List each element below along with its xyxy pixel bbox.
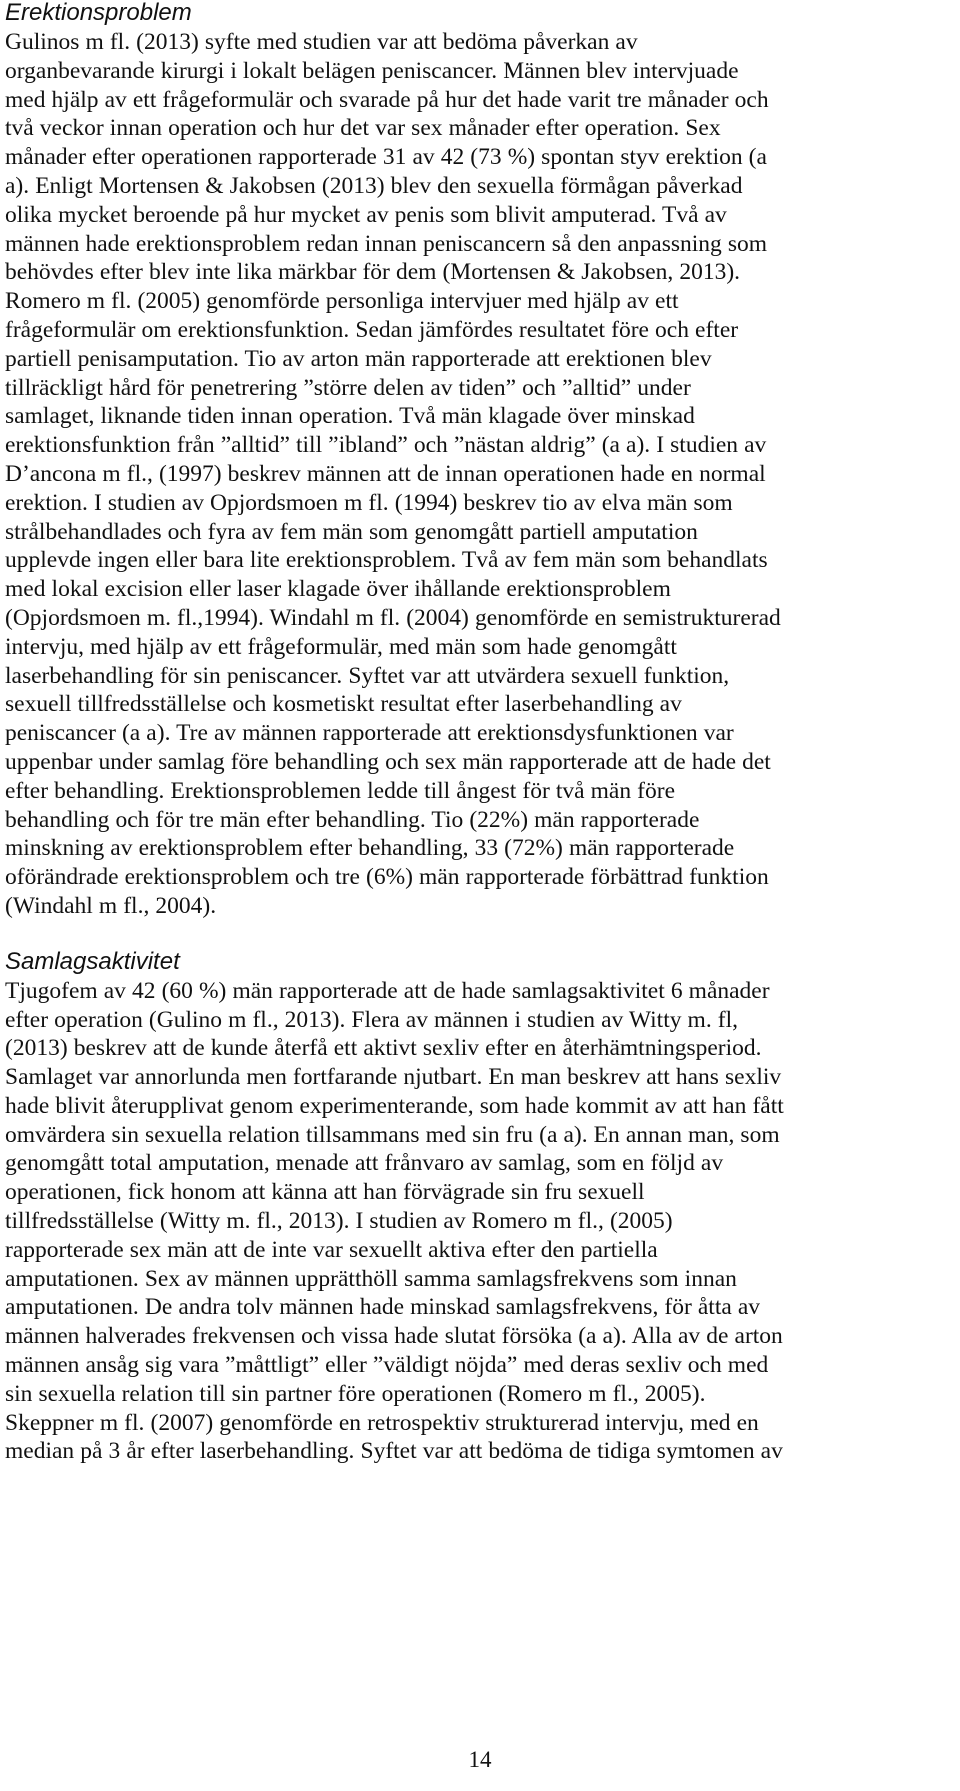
section-body-erektionsproblem: Gulinos m fl. (2013) syfte med studien var att bedöma påverkan av organbevarande kirurgi i lokalt belägen peniscancer. Männen blev intervjuade med hjälp av ett frågeformulär och svarade på hur det hade varit tre månader och två veckor innan operation och hur det var sex månader efter operation. Sex månader efter operationen rapporterade 31 av 42 (73 %) spontan styv erektion (a a). Enligt Mortensen & Jakobsen (2013) blev den sexuella förmågan påverkad olika mycket beroende på hur mycket av penis som blivit amputerad. Två av männen hade erektionsproblem redan innan peniscancern så den anpassning som behövdes efter blev inte lika märkbar för dem (Mortensen & Jakobsen, 2013). Romero m fl. (2005) genomförde personliga intervjuer med hjälp av ett frågeformulär om erektionsfunktion. Sedan jämfördes resultatet före och efter partiell penisamputation. Tio av arton män rapporterade att erektionen blev tillräckligt hård för penetrering ”större delen av tiden” och ”alltid” under samlaget, liknande tiden innan operation. Två män klagade över minskad erektionsfunktion från ”alltid” till ”ibland” och ”nästan aldrig” (a a). I studien av D’ancona m fl., (1997) beskrev männen att de innan operationen hade en normal erektion. I studien av Opjordsmoen m fl. (1994) beskrev tio av elva män som strålbehandlades och fyra av fem män som genomgått partiell amputation upplevde ingen eller bara lite erektionsproblem. Två av fem män som behandlats med lokal excision eller laser klagade över ihållande erektionsproblem (Opjordsmoen m. fl.,1994). Windahl m fl. (2004) genomförde en semistrukturerad intervju, med hjälp av ett frågeformulär, med män som hade genomgått laserbehandling för sin peniscancer. Syftet var att utvärdera sexuell funktion, sexuell tillfredsställelse och kosmetiskt resultat efter laserbehandling av peniscancer (a a). Tre av männen rapporterade att erektionsdysfunktionen var uppenbar under samlag före behandling och sex män rapporterade att de hade det efter behandling. Erektionsproblemen ledde till ångest för två män före behandling och för tre män efter behandling. Tio (22%) män rapporterade minskning av erektionsproblem efter behandling, 33 (72%) män rapporterade oförändrade erektionsproblem och tre (6%) män rapporterade förbättrad funktion (Windahl m fl., 2004). <box>5 29 781 919</box>
page-number: 14 <box>468 1747 492 1772</box>
document-page <box>5 0 945 1466</box>
section-heading-samlagsaktivitet: Samlagsaktivitet <box>5 947 180 975</box>
section-heading-erektionsproblem: Erektionsproblem <box>5 0 192 26</box>
section-body-samlagsaktivitet: Tjugofem av 42 (60 %) män rapporterade att de hade samlagsaktivitet 6 månader efter operation (Gulino m fl., 2013). Flera av männen i studien av Witty m. fl, (2013) beskrev att de kunde återfå ett aktivt sexliv efter en återhämtningsperiod. Samlaget var annorlunda men fortfarande njutbart. En man beskrev att hans sexliv hade blivit återupplivat genom experimenterande, som hade kommit av att han fått omvärdera sin sexuella relation tillsammans med sin fru (a a). En annan man, som genomgått total amputation, menade att frånvaro av samlag, som en följd av operationen, fick honom att känna att han förvägrade sin fru sexuell tillfredsställelse (Witty m. fl., 2013). I studien av Romero m fl., (2005) rapporterade sex män att de inte var sexuellt aktiva efter den partiella amputationen. Sex av männen upprätthöll samma samlagsfrekvens som innan amputationen. De andra tolv männen hade minskad samlagsfrekvens, för åtta av männen halverades frekvensen och vissa hade slutat försöka (a a). Alla av de arton männen ansåg sig vara ”måttligt” eller ”väldigt nöjda” med deras sexliv och med sin sexuella relation till sin partner före operationen (Romero m fl., 2005). Skeppner m fl. (2007) genomförde en retrospektiv strukturerad intervju, med en median på 3 år efter laserbehandling. Syftet var att bedöma de tidiga symtomen av <box>5 977 784 1465</box>
